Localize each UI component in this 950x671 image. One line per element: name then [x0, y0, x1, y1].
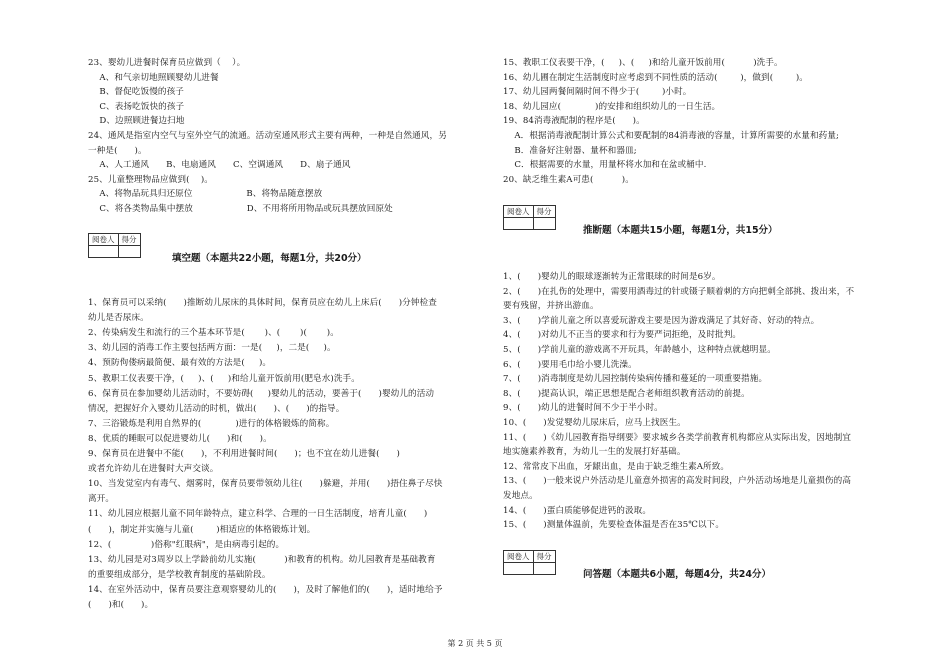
text-line: 4、( )对幼儿不正当的要求和行为要严词拒绝，及时批判。 [503, 330, 742, 341]
text-line: 地实施素养教育，为幼儿一生的发展打好基础。 [503, 447, 686, 458]
text-line: 17、幼儿园两餐间隔时间不得少于( )小时。 [503, 87, 692, 98]
text-line: 9、( )幼儿的进餐时间不少于半小时。 [503, 403, 663, 414]
text-line: 3、( )学前儿童之所以喜爱玩游戏主要是因为游戏满足了其好奇、好动的特点。 [503, 315, 820, 326]
score-box-fill [88, 233, 141, 258]
text-line: 11、幼儿园应根据儿童不同年龄特点，建立科学、合理的一日生活制度，培育儿童( ) [88, 509, 428, 520]
text-line: ( )和( )。 [88, 600, 154, 610]
text-line: 18、幼儿园应( )的安排和组织幼儿的一日生活。 [503, 101, 721, 112]
score-label: 得分 [533, 551, 555, 563]
text-line: 14、在室外活动中，保育员要注意观察婴幼儿的( )，及时了解他们的( )，适时地给予 [88, 584, 443, 595]
text-line: 6、保育员在参加婴幼儿活动时，不要妨碍( )婴幼儿的活动，要善于( )婴幼儿的活动 [88, 388, 435, 399]
reviewer-cell[interactable] [504, 218, 534, 230]
score-label: 得分 [118, 234, 140, 246]
text-line: 9、保育员在进餐中不能( )，不利用进餐时间( )；也不宜在幼儿进餐( ) [88, 449, 400, 459]
text-line: 幼儿是否尿床。 [88, 313, 149, 324]
score-box-essay [503, 550, 556, 575]
text-line: 发地点。 [503, 491, 538, 501]
fill-section-title: 填空题（本题共22小题，每题1分，共20分） [172, 253, 367, 264]
text-line: D、边照顾进餐边扫地 [88, 116, 185, 127]
text-line: 8、( )提高认识，端正思想是配合老师组织教育活动的前提。 [503, 388, 750, 399]
reviewer-cell[interactable] [89, 246, 119, 258]
text-line: B、督促吃饭慢的孩子 [88, 87, 184, 98]
text-line: 或者允许幼儿在进餐时大声交谈。 [88, 464, 219, 475]
reviewer-label: 阅卷人 [504, 551, 534, 563]
text-line: 10、( )发觉婴幼儿尿床后，应马上找医生。 [503, 418, 686, 428]
reviewer-cell[interactable] [504, 563, 534, 575]
text-line: 的重要组成部分，是学校教育制度的基础阶段。 [88, 569, 271, 580]
text-line: 15、( )测量体温前，先要检查体温是否在35℃以下。 [503, 520, 725, 531]
text-line: 23、婴幼儿进餐时保育员应做到（ ）。 [88, 58, 246, 68]
score-cell[interactable] [533, 563, 555, 575]
text-line: 3、幼儿园的消毒工作主要包括两方面：一是( )，二是( )。 [88, 343, 336, 354]
text-line: 情况，把握好介入婴幼儿活动的时机，做出( )、( )的指导。 [88, 403, 345, 414]
text-line: 10、当发觉室内有毒气、烟雾时，保育员要带领幼儿往( )躲避，并用( )捂住鼻子尽快 [88, 479, 443, 490]
score-label: 得分 [533, 206, 555, 218]
score-cell[interactable] [533, 218, 555, 230]
text-line: A、和气亲切地照顾婴幼儿进餐 [88, 72, 219, 83]
text-line: 15、教职工仪表要干净，( )、( )和给儿童开饭前用( )洗手。 [503, 58, 783, 68]
text-line: 20、缺乏维生素A可患( )。 [503, 174, 634, 185]
text-line: C．根据需要的水量，用量杯将水加和在盆或桶中. [503, 160, 707, 171]
text-line: 5、( )学前儿童的游戏离不开玩具，年龄越小，这种特点就越明显。 [503, 345, 776, 355]
text-line: 5、教职工仪表要干净，( )、( )和给儿童开饭前用(肥皂水)洗手。 [88, 373, 360, 384]
text-line: 12、( )俗称"红眼病"，是由病毒引起的。 [88, 539, 285, 550]
text-line: 13、幼儿园是对3周岁以上学龄前幼儿实施( )和教育的机构。幼儿园教育是基础教育 [88, 554, 436, 565]
text-line: 离开。 [88, 494, 115, 505]
text-line: 19、84消毒液配制的程序是( )。 [503, 116, 645, 127]
text-line: 12、常常皮下出血，牙龈出血，是由于缺乏维生素A所致。 [503, 461, 730, 472]
text-line: B．准备好注射器、量杯和器皿; [503, 145, 637, 156]
text-line: A、将物品玩具归还原位 B、将物品随意摆放 [88, 189, 323, 200]
text-line: 6、( )要用毛巾给小婴儿洗澡。 [503, 359, 637, 370]
essay-section-title: 问答题（本题共6小题，每题4分，共24分） [583, 569, 771, 580]
text-line: 16、幼儿圃在制定生活制度时应考虑到不同性质的活动( )，做到( )。 [503, 72, 808, 83]
text-line: 2、传染病发生和流行的三个基本环节是( )、( )( )。 [88, 328, 339, 339]
text-line: 1、保育员可以采纳( )推断幼儿尿床的具体时间，保育员应在幼儿上床后( )分钟检查 [88, 298, 437, 308]
score-cell[interactable] [118, 246, 140, 258]
reviewer-label: 阅卷人 [504, 206, 534, 218]
text-line: 25、儿童整理物品应做到( )。 [88, 174, 213, 185]
text-line: 一种是( )。 [88, 145, 147, 156]
text-line: 11、( )《幼儿园教育指导纲要》要求城乡各类学前教育机构都应从实际出发，因地制宜 [503, 432, 852, 443]
reviewer-label: 阅卷人 [89, 234, 119, 246]
text-line: 13、( )一般来说户外活动是儿童意外损害的高发时间段，户外活动场地是儿童损伤的高 [503, 476, 852, 487]
text-line: 8、优质的睡眠可以促进婴幼儿( )和( )。 [88, 433, 272, 444]
text-line: C、将各类物品集中摆放 D、不用将所用物品或玩具摆放回原处 [88, 204, 393, 214]
text-line: 24、通风是指室内空气与室外空气的流通。活动室通风形式主要有两种，一种是自然通风，另 [88, 131, 447, 141]
judge-section-title: 推断题（本题共15小题，每题1分，共15分） [583, 225, 778, 236]
text-line: ( )，制定并实施与儿童( )相适应的体格锻炼计划。 [88, 524, 316, 535]
page-footer: 第 2 页 共 5 页 [447, 639, 503, 648]
text-line: 2、( )在扎伤的处理中，需要用酒毒过的针或镊子顺着刺的方向把刺全部挑、拨出来，不 [503, 286, 855, 297]
text-line: A、人工通风 B、电扇通风 C、空调通风 D、扇子通风 [88, 160, 351, 171]
text-line: A．根据消毒液配制计算公式和要配制的84消毒液的容量，计算所需要的水量和药量; [503, 131, 840, 141]
text-line: 4、预防佝偻病最简便、最有效的方法是( )。 [88, 358, 272, 369]
score-box-judge [503, 205, 556, 230]
text-line: 1、( )婴幼儿的眼球逐渐转为正常眼球的时间是6岁。 [503, 272, 721, 282]
text-line: 14、( )蛋白质能够促进钙的汲取。 [503, 505, 652, 516]
text-line: 7、( )消毒制度是幼儿园控制传染病传播和蔓延的一项重要措施。 [503, 374, 768, 385]
text-line: 7、三浴锻炼是利用自然界的( )进行的体格锻炼的简称。 [88, 418, 335, 429]
text-line: 要有残留，并挤出游血。 [503, 301, 599, 312]
text-line: C、表扬吃饭快的孩子 [88, 101, 185, 112]
